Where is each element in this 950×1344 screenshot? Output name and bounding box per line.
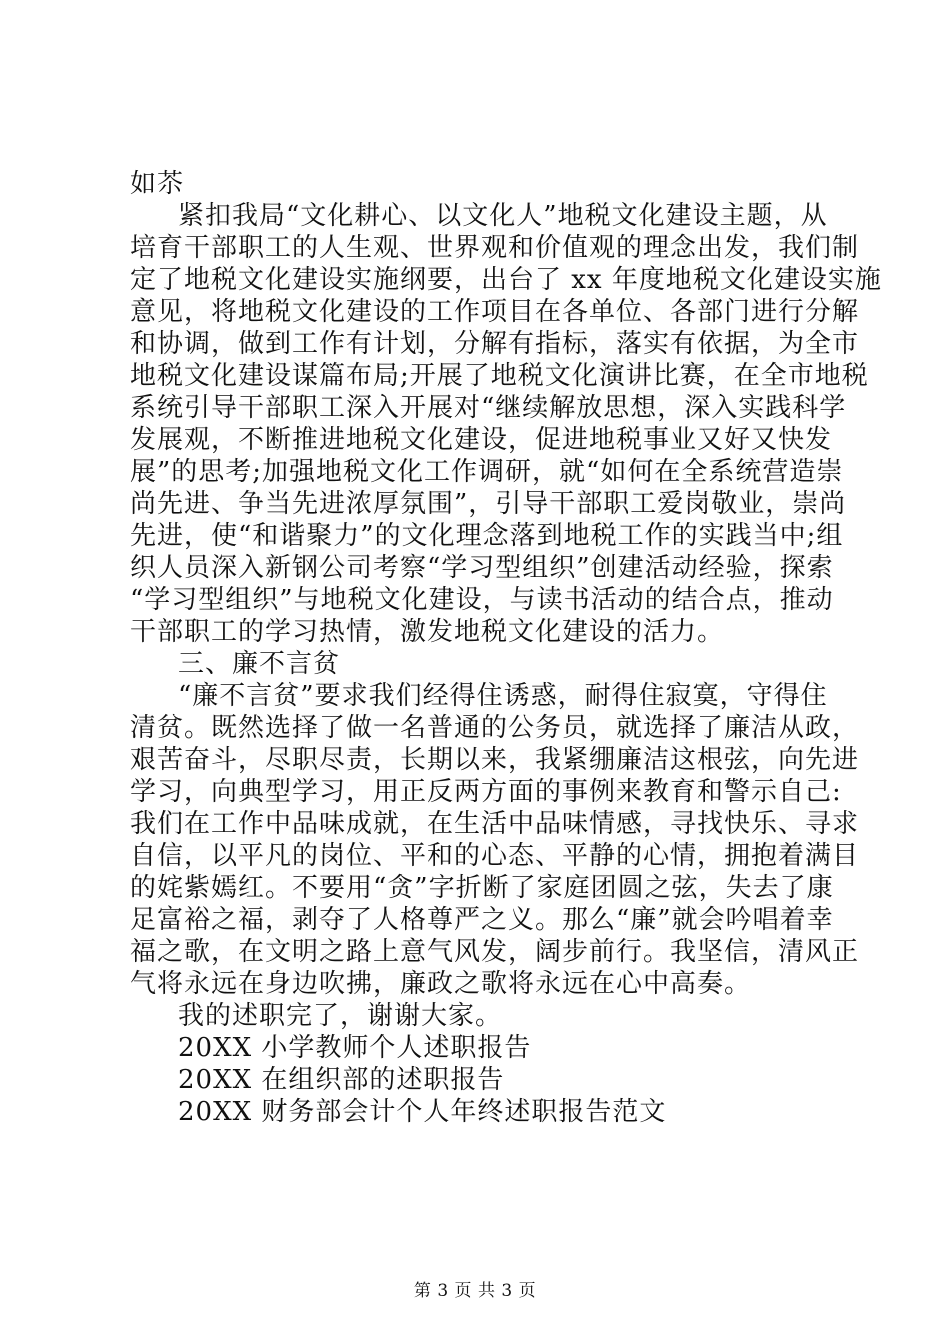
text-line: 我的述职完了，谢谢大家。 — [178, 1001, 503, 1031]
text-line: 紧扣我局“文化耕心、以文化人”地税文化建设主题，从 — [178, 201, 828, 231]
text-line: “廉不言贫”要求我们经得住诱惑，耐得住寂寞，守得住 — [178, 681, 828, 711]
document-body — [130, 168, 882, 1128]
text-line: 和协调，做到工作有计划，分解有指标，落实有依据，为全市 — [130, 329, 860, 359]
text-line: 我们在工作中品味成就，在生活中品味情感，寻找快乐、寻求 — [130, 809, 860, 839]
page-footer: 第 3 页 共 3 页 — [413, 1281, 537, 1301]
text-line: 20XX 小学教师个人述职报告 — [178, 1033, 532, 1063]
text-line: 自信，以平凡的岗位、平和的心态、平静的心情，拥抱着满目 — [130, 841, 860, 871]
text-line: 福之歌，在文明之路上意气风发，阔步前行。我坚信，清风正 — [130, 937, 860, 967]
text-line: 如苶 — [130, 169, 185, 199]
text-line: 系统引导干部职工深入开展对“继续解放思想，深入实践科学 — [130, 393, 847, 423]
text-line: 清贫。既然选择了做一名普通的公务员，就选择了廉洁从政， — [130, 713, 860, 743]
text-line: 三、廉不言贫 — [178, 649, 341, 679]
text-line: 20XX 财务部会计个人年终述职报告范文 — [178, 1097, 667, 1127]
text-line: 气将永远在身边吹拂，廉政之歌将永远在心中高奏。 — [130, 969, 752, 999]
text-line: 干部职工的学习热情，激发地税文化建设的活力。 — [130, 617, 725, 647]
text-line: 地税文化建设谋篇布局;开展了地税文化演讲比赛，在全市地税 — [130, 361, 869, 391]
text-line: 意见，将地税文化建设的工作项目在各单位、各部门进行分解 — [130, 297, 860, 327]
text-line: 艰苦奋斗，尽职尽责，长期以来，我紧绷廉洁这根弦，向先进 — [130, 745, 860, 775]
text-line: 尚先进、争当先进浓厚氛围”，引导干部职工爱岗敬业，崇尚 — [130, 489, 847, 519]
text-line: 织人员深入新钢公司考察“学习型组织”创建活动经验，探索 — [130, 553, 834, 583]
text-line: 先进，使“和谐聚力”的文化理念落到地税工作的实践当中;组 — [130, 521, 844, 551]
text-line: 足富裕之福，剥夺了人格尊严之义。那么“廉”就会吟唱着幸 — [130, 905, 834, 935]
text-line: 学习，向典型学习，用正反两方面的事例来教育和警示自己: — [130, 777, 842, 807]
text-line: 培育干部职工的人生观、世界观和价值观的理念出发，我们制 — [130, 233, 860, 263]
text-line: 20XX 在组织部的述职报告 — [178, 1065, 505, 1095]
text-line: 发展观，不断推进地税文化建设，促进地税事业又好又快发 — [130, 425, 833, 455]
text-line: “学习型组织”与地税文化建设，与读书活动的结合点，推动 — [130, 585, 834, 615]
text-line: 定了地税文化建设实施纲要，出台了 xx 年度地税文化建设实施 — [130, 265, 882, 295]
text-line: 展”的思考;加强地税文化工作调研，就“如何在全系统营造崇 — [130, 457, 844, 487]
text-line: 的姹紫嫣红。不要用“贪”字折断了家庭团圆之弦，失去了康 — [130, 873, 834, 903]
